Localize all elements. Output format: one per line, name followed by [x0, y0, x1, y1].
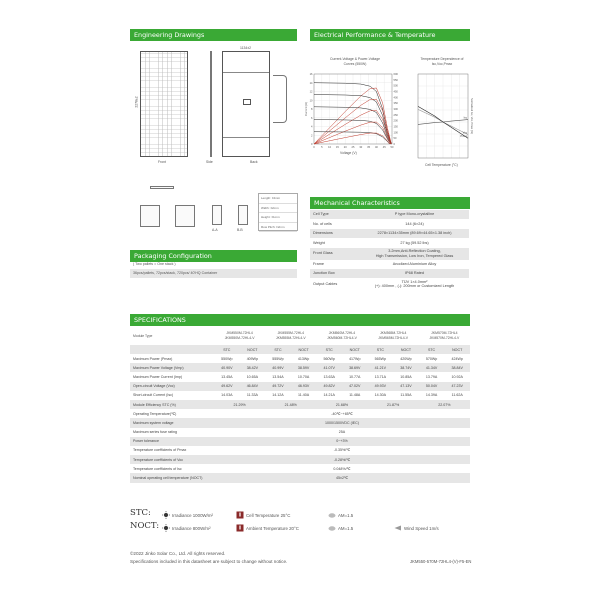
noct-air-mass: AM=1.5: [338, 525, 354, 531]
y2-tick-label: 150: [393, 125, 398, 129]
spec-value: 417Wp: [349, 356, 361, 361]
stc-temperature: Cell Temperature 25°C: [246, 512, 291, 518]
mechanical-label: No. of cells: [313, 221, 332, 226]
spec-value: 14.30A: [374, 393, 387, 398]
front-label: Front: [158, 160, 166, 164]
y-tick-label: 2: [311, 134, 313, 138]
spec-condition-row: [130, 345, 470, 354]
spec-label: Maximum system voltage: [130, 418, 214, 427]
spec-value: 40.99V: [265, 363, 291, 372]
spec-common-row: [130, 473, 470, 482]
model-variant: JKM570M-72HL4-V: [429, 336, 460, 340]
y2-tick-label: 300: [393, 108, 398, 111]
mechanical-table: [310, 210, 469, 290]
model-variant: JKM565M-72HL4: [379, 331, 407, 335]
copyright-text: ©2022 Jinko Solar Co., Ltd. All rights reserved.: [130, 551, 226, 556]
y2-tick-label: 100: [393, 131, 398, 135]
temp-x-label: Cell Temperature (°C): [425, 163, 458, 167]
spec-label: Maximum Power Voltage (Vmp): [130, 363, 214, 372]
spec-value: 550Wp: [221, 356, 233, 361]
y2-tick-label: 550: [393, 78, 398, 82]
mechanical-row: [310, 238, 469, 247]
mechanical-label: Output Cables: [313, 282, 338, 287]
electrical-header: Electrical Performance & Temperature Dependence: [310, 29, 470, 41]
spec-common-row: [130, 428, 470, 437]
spec-common-row: [130, 418, 470, 427]
panel-back-drawing: [222, 51, 270, 157]
frame-profile-drawing: [150, 186, 174, 189]
series-label: Voc: [462, 131, 467, 135]
spec-value: 11.33A: [246, 393, 258, 398]
spec-value: 13.63A: [323, 374, 335, 379]
spec-value: 40.90V: [214, 363, 240, 372]
x-tick-label: 0: [313, 146, 315, 149]
mechanical-value: 27 kg (59.52 lbs): [400, 240, 429, 245]
spec-label: Maximum series fuse rating: [133, 430, 177, 435]
spec-value: 38.84V: [444, 363, 470, 372]
spec-value: 10.92A: [451, 374, 463, 379]
spec-value: 570Wp: [425, 356, 438, 361]
mechanical-value: 3.2mm,Anti-Reflection Coating, High Transmission, Low Iron, Tempered Glass: [360, 248, 469, 260]
spec-row: [130, 354, 470, 363]
spec-value: 565Wp: [374, 356, 387, 361]
x-tick-label: 30: [359, 146, 363, 149]
height-dimension: 2278±2: [134, 96, 139, 108]
spec-value: 13.71A: [374, 374, 387, 379]
efficiency-value: 21.68%: [316, 400, 367, 409]
mechanical-row: [310, 229, 469, 238]
sun-icon: [162, 524, 170, 532]
spec-value: 50.04V: [419, 382, 445, 391]
section-a-label: A-A: [212, 228, 218, 232]
mechanical-row: [310, 219, 469, 228]
x-tick-label: 50: [390, 146, 394, 149]
spec-label: Temperature coefficients of Voc: [130, 455, 214, 464]
spec-label: Power tolerance: [130, 437, 214, 446]
model-variant: JKM550M-72HL4: [226, 331, 253, 335]
mechanical-label: Front Glass: [310, 248, 360, 260]
model-variant: JKM560M-72HL4-V: [327, 336, 357, 340]
mechanical-row: [310, 210, 469, 219]
efficiency-value: 21.48%: [265, 400, 316, 409]
spec-label: Module Efficiency STC (%): [130, 400, 214, 409]
spec-value: 49.72V: [265, 382, 291, 391]
stc-column: STC: [368, 345, 394, 354]
grounding-hole-detail: [175, 205, 195, 227]
model-variant: JKM570M-72HL4: [431, 331, 458, 335]
spec-value: 47.13V: [393, 382, 419, 391]
mechanical-label: Cell Type: [310, 210, 360, 219]
spec-value: 45±2℃: [214, 473, 470, 482]
model-variant: JKM560M-72HL4: [328, 331, 356, 335]
spec-row: [130, 372, 470, 381]
spec-value: 49.82V: [316, 382, 342, 391]
spec-value: -0.35%/℃: [333, 448, 351, 453]
ambient-temperature-icon: [236, 524, 244, 532]
spec-efficiency-row: [130, 400, 470, 409]
spec-label: Short-circuit Current (Isc): [133, 393, 174, 398]
spec-value: 13.54A: [272, 374, 284, 379]
spec-value: 1000/1500VDC (IEC): [214, 418, 470, 427]
mechanical-value: 144 (6×24): [405, 221, 424, 226]
spec-model-row: [130, 327, 470, 345]
pv-curve: [314, 122, 390, 144]
panel-front-drawing: [140, 51, 188, 157]
stc-column: STC: [419, 345, 445, 354]
panel-side-drawing: [210, 51, 212, 157]
y-tick-label: 6: [311, 116, 313, 120]
efficiency-value: 22.07%: [419, 400, 470, 409]
y2-tick-label: 0: [393, 143, 395, 146]
spec-common-row: [130, 455, 470, 464]
model-variant: JKM555M-72HL4: [277, 331, 304, 335]
spec-row: [130, 382, 470, 391]
mechanical-label: Weight: [313, 240, 325, 245]
spec-value: 38.59V: [291, 363, 317, 372]
y2-tick-label: 250: [393, 113, 398, 117]
mechanical-value: P type Mono-crystalline: [360, 210, 469, 219]
model-name: [214, 327, 265, 345]
efficiency-value: 21.87%: [368, 400, 419, 409]
y2-tick-label: 400: [393, 96, 398, 100]
spec-value: 14.39A: [425, 393, 438, 398]
y-tick-label: 10: [309, 99, 313, 103]
spec-value: 14.03A: [221, 393, 233, 398]
spec-label: Temperature coefficients of Pmax: [133, 448, 187, 453]
mechanical-value: 2278×1134×35mm (89.69×44.65×1.38 inch): [360, 229, 469, 238]
noct-column: NOCT: [342, 345, 368, 354]
spec-value: 420Wp: [400, 356, 412, 361]
noct-column: NOCT: [291, 345, 317, 354]
y2-tick-label: 50: [393, 137, 397, 141]
x-tick-label: 15: [335, 146, 339, 149]
spec-value: 10.77A: [349, 374, 361, 379]
spec-value: 0.048%/℃: [333, 466, 351, 471]
temp-y-label: Normalized Isc, Voc, Pmax (%): [470, 98, 473, 134]
back-label: Back: [250, 160, 258, 164]
iv-curve: [314, 132, 390, 144]
y2-tick-label: 450: [393, 90, 398, 94]
stc-column: STC: [316, 345, 342, 354]
spec-common-row: [130, 464, 470, 473]
sun-icon: [162, 511, 170, 519]
spec-common-row: [130, 446, 470, 455]
iv-y-label: Current (A): [304, 102, 308, 116]
tolerance-height: Height: ±1mm: [259, 213, 297, 223]
temp-chart-title: Temperature Dependence of Isc,Voc,Pmax: [420, 57, 464, 66]
spec-common-row: [130, 409, 470, 418]
spec-value: -0.28%/℃: [214, 455, 470, 464]
iv-curve: [314, 83, 391, 144]
packaging-text: 36pcs/pallets, 72pcs/stack, 720pcs/ 40'HQ Container: [130, 269, 297, 278]
temperature-chart: [412, 70, 474, 170]
model-name: [265, 327, 316, 345]
y2-tick-label: 600: [393, 73, 398, 76]
spec-value: 25A: [338, 430, 346, 435]
section-a-detail: [212, 205, 222, 225]
stc-air-mass: AM=1.5: [338, 512, 354, 518]
spec-common-row: [130, 437, 470, 446]
junction-box-icon: [243, 99, 251, 105]
section-b-label: B-B: [237, 228, 243, 232]
y-tick-label: 12: [309, 90, 313, 94]
mechanical-label: Junction Box: [310, 269, 360, 278]
spec-value: 49.62V: [214, 382, 240, 391]
mechanical-row: [310, 260, 469, 269]
stc-column: STC: [265, 345, 291, 354]
spec-value: 560Wp: [323, 356, 335, 361]
mechanical-row: [310, 269, 469, 278]
y2-tick-label: 500: [393, 84, 398, 88]
series-label: Pmax: [460, 135, 467, 139]
y2-tick-label: 200: [393, 119, 398, 123]
x-tick-label: 35: [367, 146, 371, 149]
spec-value: 10.70A: [297, 374, 310, 379]
x-tick-label: 25: [351, 146, 355, 149]
x-tick-label: 5: [321, 146, 323, 149]
tolerance-legend: [258, 193, 298, 231]
noct-irradiance: Irradiance 800W/m²: [172, 525, 211, 531]
iv-x-label: Voltage (V): [340, 151, 357, 155]
spec-label: Maximum Power Current (Imp): [133, 374, 183, 379]
spec-value: 41.21V: [368, 363, 394, 372]
spec-value: 409Wp: [246, 356, 259, 361]
iv-curve: [314, 107, 391, 144]
mechanical-label: Dimensions: [310, 229, 360, 238]
x-tick-label: 40: [374, 146, 378, 149]
spec-value: 11.48A: [349, 393, 361, 398]
mechanical-value: Anodized Aluminium Alloy: [392, 261, 437, 266]
noct-legend: [130, 521, 470, 535]
spec-value: 47.02V: [342, 382, 368, 391]
tolerance-row-pitch: Row Pitch: ±2mm: [259, 223, 297, 233]
y2-tick-label: 350: [393, 102, 398, 106]
tolerance-length: Length: ±2mm: [259, 194, 297, 204]
packaging-note: ( Two pallets = One stack ): [133, 262, 176, 266]
spec-value: 38.74V: [393, 363, 419, 372]
spec-value: -40℃~+85℃: [331, 411, 353, 416]
spec-label: Nominal operating cell temperature (NOCT): [130, 473, 214, 482]
mechanical-header: Mechanical Characteristics: [310, 197, 470, 209]
noct-column: NOCT: [393, 345, 419, 354]
y-tick-label: 14: [309, 81, 313, 85]
spec-value: 14.12A: [272, 393, 284, 398]
spec-value: 10.65A: [246, 374, 259, 379]
wind-icon: [394, 524, 402, 532]
spec-value: 38.42V: [240, 363, 266, 372]
x-tick-label: 10: [328, 146, 332, 149]
spec-value: 413Wp: [297, 356, 310, 361]
packaging-header: Packaging Configuration: [130, 250, 297, 262]
spec-value: 13.45A: [221, 374, 233, 379]
mechanical-row: [310, 248, 469, 260]
model-name: [316, 327, 367, 345]
model-variant: JKM565M-72HL4-V: [378, 336, 409, 340]
spec-value: 49.93V: [368, 382, 394, 391]
spec-label: Maximum Power (Pmax): [133, 356, 173, 361]
noct-label: NOCT:: [130, 521, 160, 531]
spec-row: [130, 363, 470, 372]
specifications-header: SPECIFICATIONS: [130, 314, 470, 326]
spec-value: 47.23V: [444, 382, 470, 391]
spec-value: 11.55A: [400, 393, 412, 398]
mounting-hole-detail: [140, 205, 160, 227]
spec-value: 41.07V: [316, 363, 342, 372]
spec-value: 11.62A: [451, 393, 463, 398]
spec-value: 14.21A: [323, 393, 335, 398]
iv-pv-chart: [304, 70, 404, 160]
stc-irradiance: Irradiance 1000W/m²: [172, 512, 213, 518]
noct-column: NOCT: [444, 345, 470, 354]
spec-label: Operating Temperature(℃): [133, 411, 177, 416]
spec-value: 13.79A: [425, 374, 438, 379]
spec-value: 10.85A: [400, 374, 412, 379]
engineering-header: Engineering Drawings: [130, 29, 297, 41]
series-label: Isc: [463, 116, 467, 120]
noct-wind-speed: Wind Speed 1m/s: [404, 525, 439, 531]
specifications-table: [130, 327, 470, 483]
pv-curve: [314, 99, 391, 144]
efficiency-value: 21.29%: [214, 400, 265, 409]
cable-drawing: [273, 75, 287, 123]
model-variant: JKM555M-72HL4-V: [275, 336, 306, 340]
spec-value: 41.34V: [419, 363, 445, 372]
document-code: JKM550-570M-72HL4-(V)-F5-EN: [410, 559, 472, 564]
side-label: Side: [206, 160, 213, 164]
tolerance-width: Width: ±2mm: [259, 204, 297, 214]
model-name: [368, 327, 419, 345]
disclaimer-text: Specifications included in this datasheet are subject to change without notice.: [130, 559, 288, 564]
module-type-label: Module Type: [133, 333, 153, 338]
spec-value: 38.69V: [342, 363, 368, 372]
air-mass-icon: [328, 511, 336, 519]
model-variant: JKM550M-72HL4-V: [224, 336, 255, 340]
spec-value: 555Wp: [272, 356, 284, 361]
noct-column: NOCT: [240, 345, 266, 354]
stc-legend: [130, 508, 470, 522]
spec-value: 424Wp: [451, 356, 463, 361]
y-tick-label: 4: [311, 125, 313, 129]
spec-label: Open-circuit Voltage (Voc): [130, 382, 214, 391]
noct-temperature: Ambient Temperature 20°C: [246, 525, 299, 531]
spec-value: 11.40A: [298, 393, 310, 398]
cell-temperature-icon: [236, 511, 244, 519]
x-tick-label: 20: [343, 146, 347, 149]
air-mass-icon: [328, 524, 336, 532]
y-tick-label: 0: [311, 143, 313, 146]
mechanical-value: IP68 Rated: [360, 269, 469, 278]
spec-value: 46.93V: [291, 382, 317, 391]
spec-value: 46.84V: [240, 382, 266, 391]
spec-row: [130, 391, 470, 400]
y-tick-label: 8: [311, 108, 313, 111]
mechanical-row: [310, 278, 469, 290]
spec-label: Temperature coefficients of Isc: [133, 466, 182, 471]
iv-chart-title: Current-Voltage & Power-Voltage Curves (550W): [330, 57, 380, 66]
y-tick-label: 16: [309, 73, 313, 76]
width-dimension: 1134±2: [240, 46, 252, 50]
stc-column: STC: [214, 345, 240, 354]
section-b-detail: [238, 205, 248, 225]
mechanical-value: TÜV 1×4.0mm² (+): 400mm , (-): 200mm or Customized Length: [374, 279, 455, 289]
mechanical-label: Frame: [313, 261, 324, 266]
spec-value: 0~+3%: [214, 437, 470, 446]
stc-label: STC:: [130, 508, 151, 518]
model-name: [419, 327, 470, 345]
x-tick-label: 45: [382, 146, 386, 149]
